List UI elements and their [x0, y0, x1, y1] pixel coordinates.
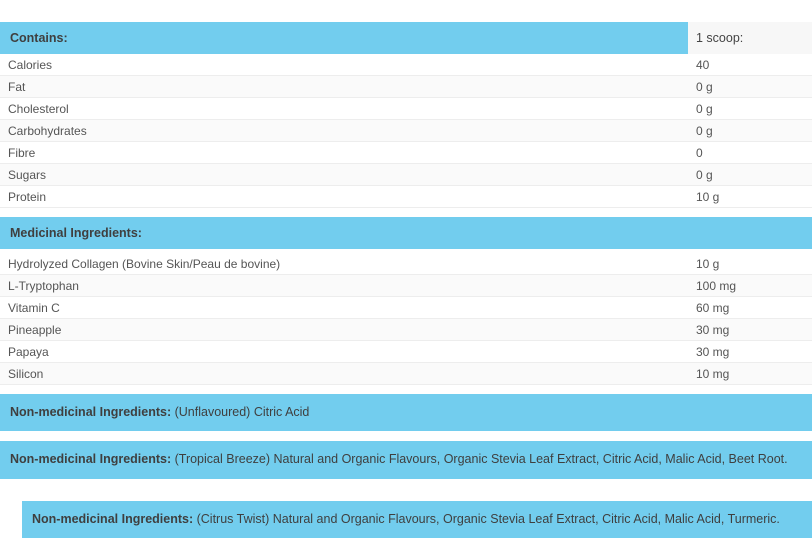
row-value: 10 mg — [688, 363, 812, 385]
table-row — [0, 363, 812, 385]
table-row — [0, 186, 812, 208]
row-label: Carbohydrates — [0, 120, 688, 142]
row-value: 0 g — [688, 120, 812, 142]
row-label: Fat — [0, 76, 688, 98]
table-row — [0, 54, 812, 76]
row-value: 10 g — [688, 186, 812, 208]
non-medicinal-label: Non-medicinal Ingredients: — [10, 452, 172, 467]
table-row — [0, 98, 812, 120]
nutrition-table — [0, 22, 812, 385]
row-value: 30 mg — [688, 341, 812, 363]
table-row — [0, 253, 812, 275]
medicinal-ingredients-header — [0, 217, 812, 249]
row-label: Cholesterol — [0, 98, 688, 120]
table-row — [0, 319, 812, 341]
supplement-facts-panel — [0, 22, 812, 538]
non-medicinal-text: (Unflavoured) Citric Acid — [171, 405, 310, 419]
row-label: Papaya — [0, 341, 688, 363]
medicinal-header-value — [688, 217, 812, 249]
block-spacer — [0, 385, 812, 394]
table-header-row — [0, 22, 812, 54]
table-row — [0, 275, 812, 297]
non-medicinal-label: Non-medicinal Ingredients: — [10, 405, 172, 419]
table-row — [0, 297, 812, 319]
serving-size-label: 1 scoop: — [688, 22, 812, 54]
non-medicinal-block-unflavoured — [0, 394, 812, 431]
contains-header-label: Contains: — [0, 22, 688, 54]
non-medicinal-block-citrus-twist — [22, 501, 812, 538]
row-label: Vitamin C — [0, 297, 688, 319]
row-value: 0 g — [688, 164, 812, 186]
row-label: Pineapple — [0, 319, 688, 341]
row-label: Protein — [0, 186, 688, 208]
row-value: 0 — [688, 142, 812, 164]
non-medicinal-text: (Citrus Twist) Natural and Organic Flavours, Organic Stevia Leaf Extract, Citric Acid, Malic Acid, Turmeric. — [193, 511, 780, 526]
row-value: 100 mg — [688, 275, 812, 297]
block-spacer — [0, 431, 812, 441]
row-label: Sugars — [0, 164, 688, 186]
table-row — [0, 142, 812, 164]
non-medicinal-text: (Tropical Breeze) Natural and Organic Flavours, Organic Stevia Leaf Extract, Citric Acid, Malic Acid, Beet Root. — [171, 452, 788, 467]
non-medicinal-label: Non-medicinal Ingredients: — [32, 511, 194, 526]
row-label: Silicon — [0, 363, 688, 385]
medicinal-header-label: Medicinal Ingredients: — [0, 217, 688, 249]
table-row — [0, 76, 812, 98]
row-value: 10 g — [688, 253, 812, 275]
table-row — [0, 164, 812, 186]
row-label: Hydrolyzed Collagen (Bovine Skin/Peau de bovine) — [0, 253, 688, 275]
row-value: 60 mg — [688, 297, 812, 319]
block-spacer — [0, 479, 812, 501]
row-value: 0 g — [688, 98, 812, 120]
row-label: L-Tryptophan — [0, 275, 688, 297]
row-value: 30 mg — [688, 319, 812, 341]
row-value: 40 — [688, 54, 812, 76]
non-medicinal-block-tropical-breeze — [0, 441, 812, 478]
section-spacer — [0, 208, 812, 218]
row-label: Fibre — [0, 142, 688, 164]
table-row — [0, 341, 812, 363]
row-value: 0 g — [688, 76, 812, 98]
row-label: Calories — [0, 54, 688, 76]
table-row — [0, 120, 812, 142]
top-spacer — [0, 0, 812, 22]
